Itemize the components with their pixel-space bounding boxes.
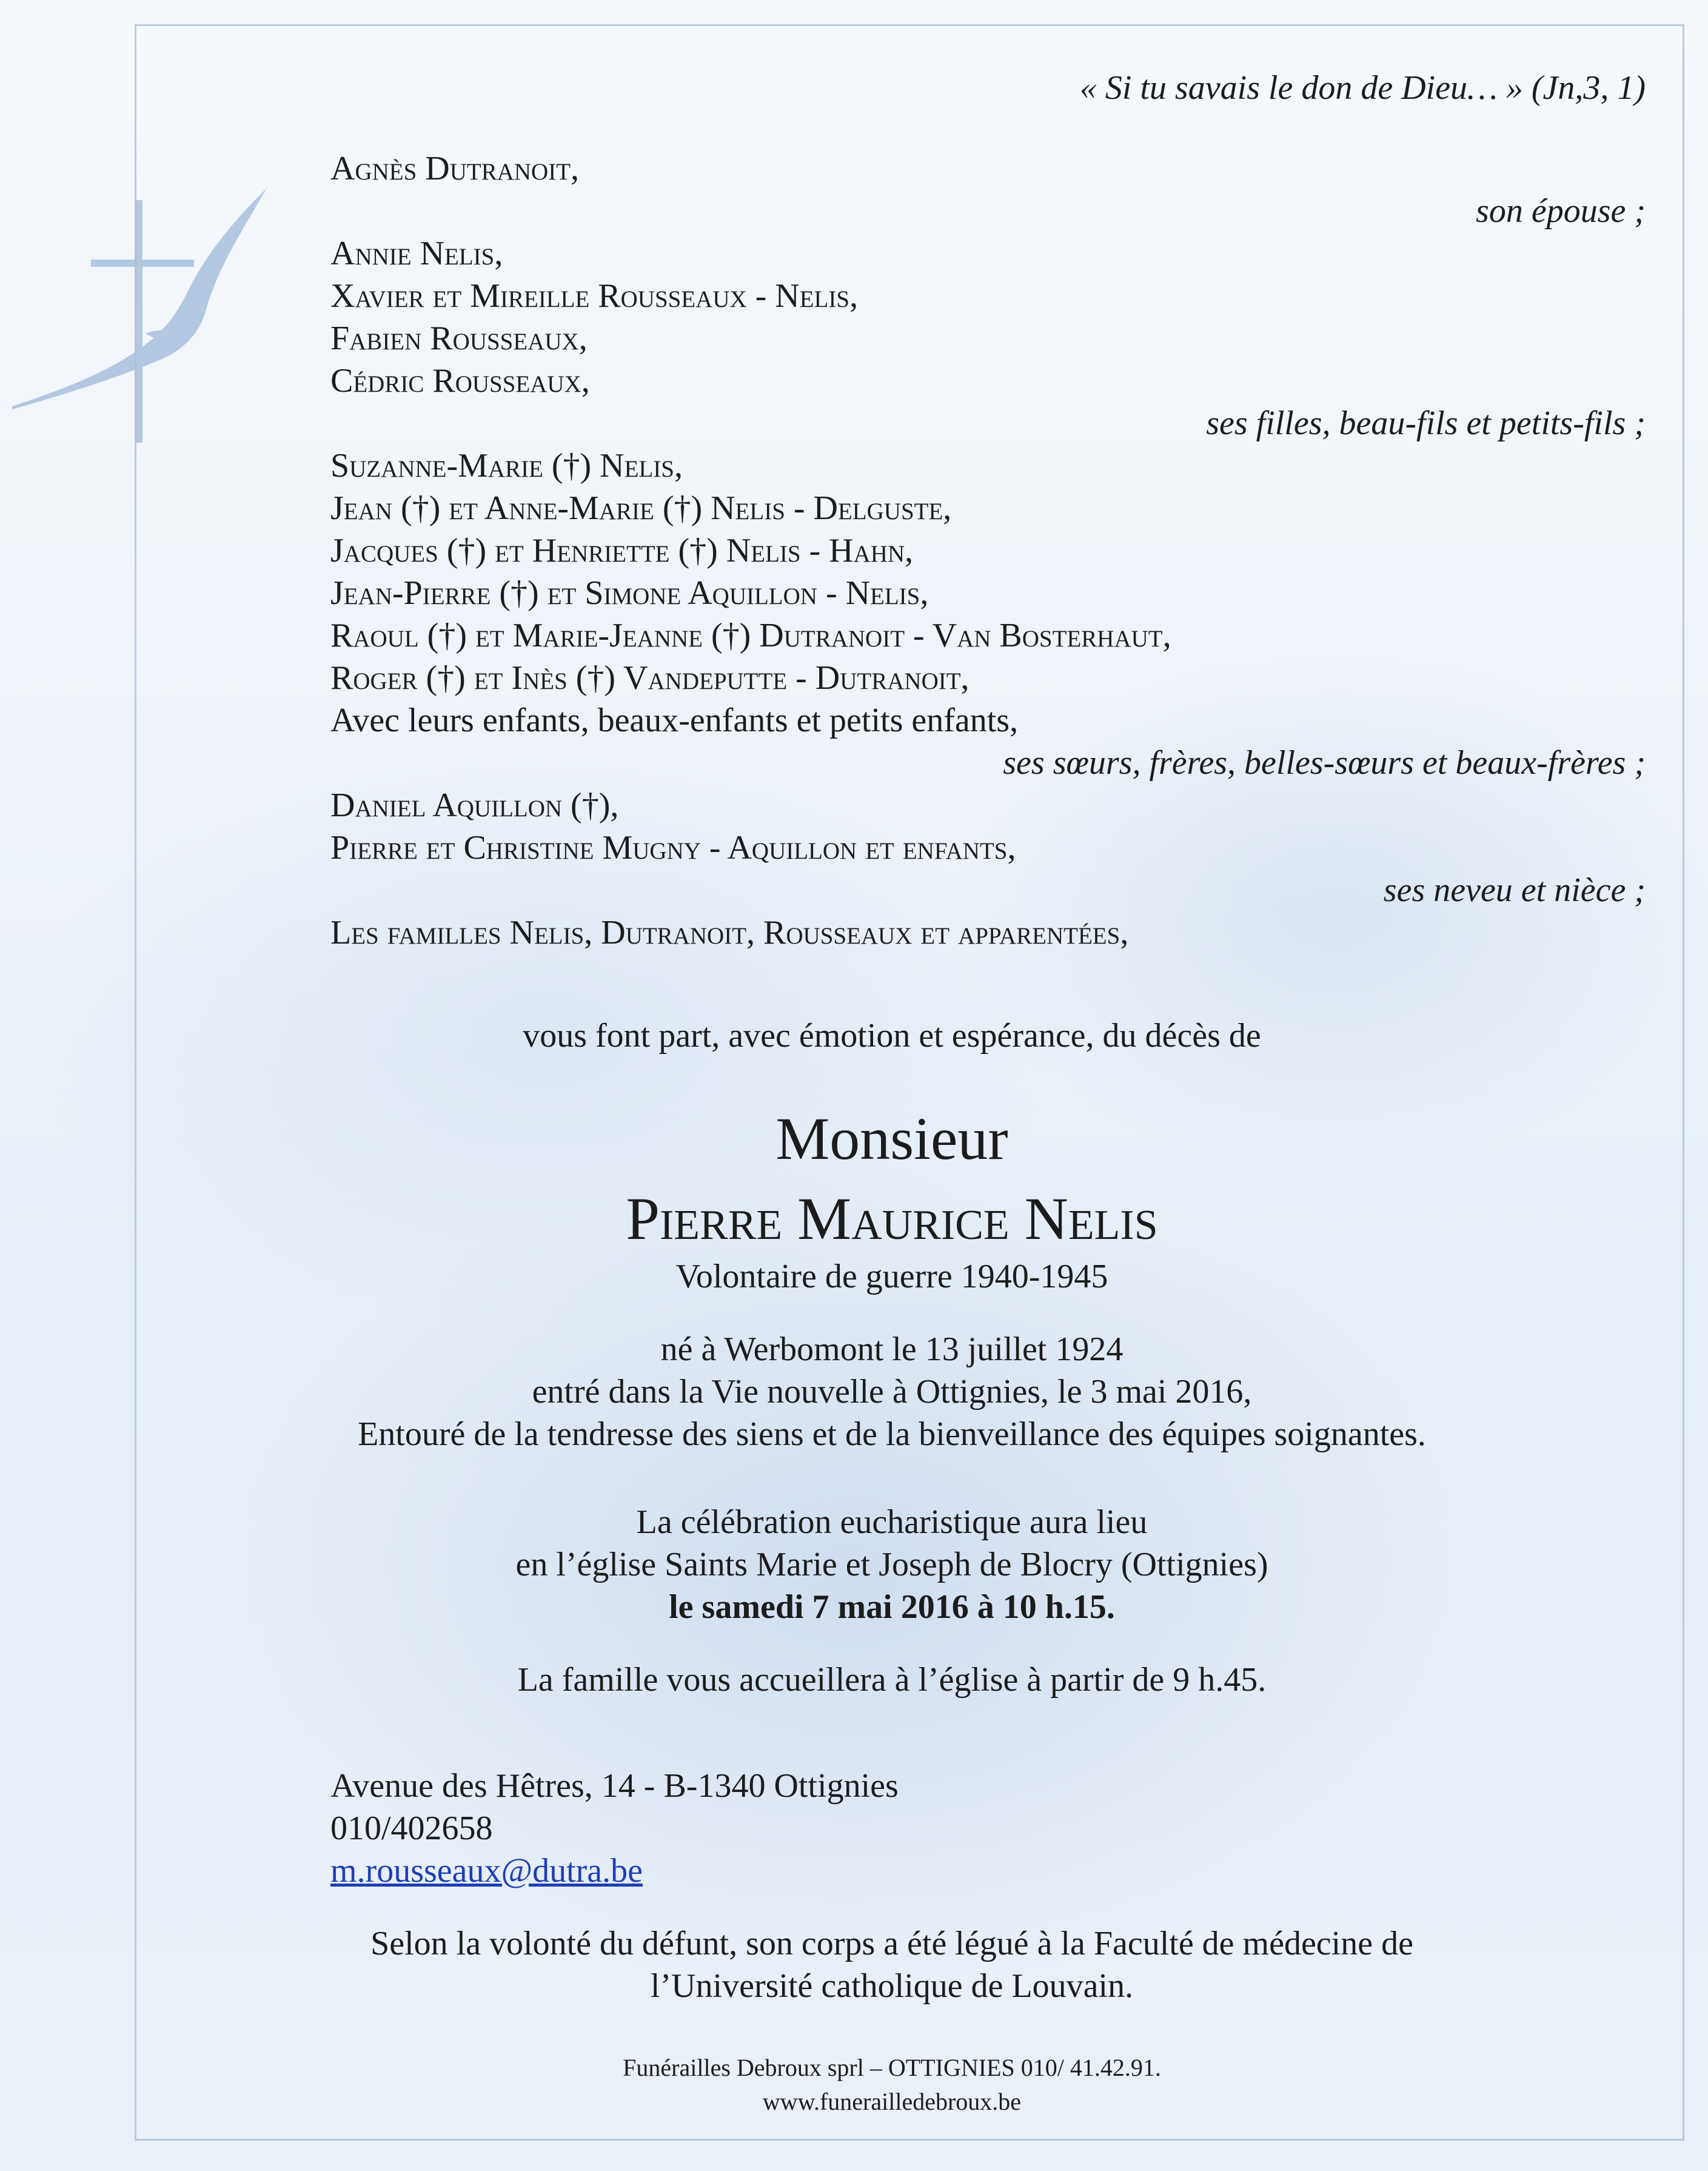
death-line: entré dans la Vie nouvelle à Ottignies, le 3 mai 2016, — [532, 1373, 1252, 1411]
ceremony-line: La célébration eucharistique aura lieu — [636, 1503, 1148, 1541]
ceremony-date: le samedi 7 mai 2016 à 10 h.15. — [669, 1588, 1115, 1626]
family-member: Fabien Rousseaux, — [330, 320, 588, 357]
family-member: Cédric Rousseaux, — [330, 362, 590, 400]
family-member: Jean (†) et Anne-Marie (†) Nelis - Delguste, — [330, 489, 952, 527]
family-member: Raoul (†) et Marie-Jeanne (†) Dutranoit - Van Bosterhaut, — [330, 617, 1171, 654]
contact-phone: 010/402658 — [330, 1810, 493, 1847]
cross-bird-icon — [12, 188, 291, 455]
deceased-title: Monsieur — [775, 1105, 1008, 1172]
funeral-home: Funérailles Debroux sprl – OTTIGNIES 010/ 41.42.91. — [623, 2054, 1161, 2081]
welcome-line: La famille vous accueillera à l’église à partir de 9 h.45. — [517, 1661, 1267, 1699]
family-member: Jacques (†) et Henriette (†) Nelis - Hahn, — [330, 532, 914, 569]
bequest-line: l’Université catholique de Louvain. — [650, 1967, 1134, 2005]
announcement: vous font part, avec émotion et espérance, du décès de — [523, 1017, 1261, 1055]
siblings-role: ses sœurs, frères, belles-sœurs et beaux-frères ; — [1003, 744, 1646, 782]
birth-line: né à Werbomont le 13 juillet 1924 — [660, 1330, 1124, 1368]
family-member: Xavier et Mireille Rousseaux - Nelis, — [330, 277, 859, 315]
family-spouse: Agnès Dutranoit, — [330, 150, 580, 187]
care-line: Entouré de la tendresse des siens et de la bienveillance des équipes soignantes. — [358, 1415, 1426, 1453]
epigraph: « Si tu savais le don de Dieu… » (Jn,3, 1) — [1079, 69, 1646, 107]
ceremony-place: en l’église Saints Marie et Joseph de Blocry (Ottignies) — [515, 1546, 1268, 1583]
family-member: Suzanne-Marie (†) Nelis, — [330, 447, 683, 485]
family-member: Pierre et Christine Mugny - Aquillon et enfants, — [330, 829, 1016, 867]
funeral-home-website[interactable]: www.funerailledebroux.be — [762, 2088, 1022, 2115]
bequest-line: Selon la volonté du défunt, son corps a été légué à la Faculté de médecine de — [370, 1925, 1413, 1962]
family-member: Avec leurs enfants, beaux-enfants et petits enfants, — [330, 702, 1019, 739]
daughters-role: ses filles, beau-fils et petits-fils ; — [1206, 404, 1646, 442]
spouse-role: son épouse ; — [1476, 192, 1646, 230]
family-member: Roger (†) et Inès (†) Vandeputte - Dutranoit, — [330, 659, 970, 697]
contact-address: Avenue des Hêtres, 14 - B-1340 Ottignies — [330, 1767, 899, 1805]
family-member: Daniel Aquillon (†), — [330, 787, 619, 824]
contact-email-link[interactable]: m.rousseaux@dutra.be — [330, 1852, 643, 1890]
nephews-role: ses neveu et nièce ; — [1383, 871, 1646, 909]
family-member: Annie Nelis, — [330, 235, 503, 272]
deceased-name: Pierre Maurice Nelis — [626, 1185, 1158, 1252]
families-line: Les familles Nelis, Dutranoit, Rousseaux et apparentées, — [330, 914, 1129, 951]
family-member: Jean-Pierre (†) et Simone Aquillon - Nelis, — [330, 574, 929, 612]
deceased-subtitle: Volontaire de guerre 1940-1945 — [675, 1258, 1108, 1295]
